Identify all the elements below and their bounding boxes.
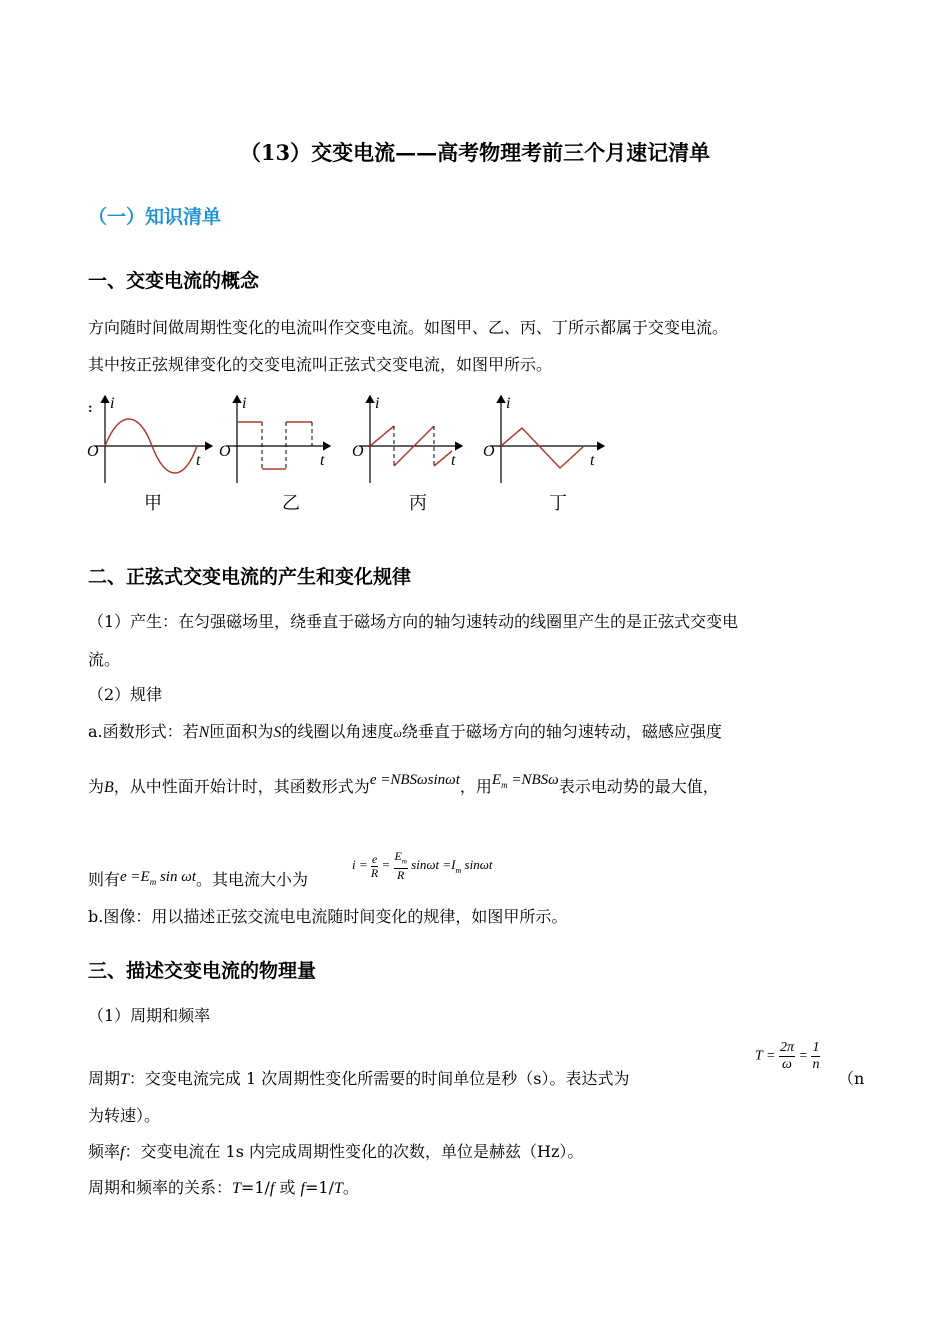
current-formula: i = $\frac{e}{R}$ = $\frac{E_m}{R}$ $\sin\omega t =I_m$ sinωt (352, 849, 493, 883)
axis-t-label: t (196, 452, 201, 469)
period-paragraph: 周期T：交变电流完成 1 次周期性变化所需要的时间单位是秒（s）。表达式为 (88, 1069, 630, 1088)
paragraph-line: 其中按正弦规律变化的交变电流叫正弦式交变电流，如图甲所示。 (88, 355, 553, 374)
paragraph-line: 流。 (88, 650, 121, 669)
figure-ding (483, 395, 604, 513)
origin-label: O (352, 443, 364, 460)
colon-mark: : (88, 401, 93, 416)
origin-label: O (483, 443, 495, 460)
paragraph-line: 为转速）。 (88, 1106, 161, 1125)
section-label: （一）知识清单 (88, 206, 222, 228)
formula-paragraph: 为B，从中性面开始计时，其函数形式为e =NBSωsinωt，用$E_m =NBS\omega$表示电动势的最大值， (88, 772, 719, 796)
figure-bing (352, 395, 462, 513)
paragraph-line: b.图像：用以描述正弦交流电电流随时间变化的规律，如图甲所示。 (88, 907, 568, 926)
axis-i-label: i (375, 395, 380, 412)
axis-t-label: t (320, 452, 325, 469)
axis-i-label: i (242, 395, 247, 412)
heading-generation: 二、正弦式交变电流的产生和变化规律 (88, 566, 412, 588)
axis-i-label: i (110, 395, 115, 412)
waveform-figures (84, 388, 624, 520)
figure-yi (219, 395, 330, 513)
caption-jia: 甲 (144, 493, 162, 513)
relation-paragraph: 周期和频率的关系：T=1/f 或 f=1/T。 (88, 1178, 359, 1197)
heading-concept: 一、交变电流的概念 (88, 270, 260, 292)
axis-t-label: t (451, 452, 456, 469)
paragraph-line: （1）产生：在匀强磁场里，绕垂直于磁场方向的轴匀速转动的线圈里产生的是正弦式交变电 (88, 612, 739, 631)
formula-paragraph: a.函数形式：若N匝面积为S的线圈以角速度ω绕垂直于磁场方向的轴匀速转动，磁感应强度 (88, 722, 722, 741)
paragraph-line: （2）规律 (88, 685, 163, 704)
heading-quantities: 三、描述交变电流的物理量 (88, 960, 317, 982)
origin-label: O (87, 443, 99, 460)
period-end: （n (838, 1069, 865, 1088)
axis-i-label: i (506, 395, 511, 412)
paragraph-line: （1）周期和频率 (88, 1006, 211, 1025)
axis-t-label: t (590, 452, 595, 469)
page-title: （13）交变电流——高考物理考前三个月速记清单 (239, 140, 711, 165)
origin-label: O (219, 443, 231, 460)
triangle-wave (501, 428, 584, 468)
caption-bing: 丙 (409, 493, 427, 513)
frequency-paragraph: 频率f：交变电流在 1s 内完成周期性变化的次数，单位是赫兹（Hz）。 (88, 1142, 584, 1161)
period-formula: T = $\frac{2\pi}{\omega}$ = $\frac{1}{n}$ (755, 1040, 820, 1072)
caption-yi: 乙 (282, 493, 300, 513)
paragraph-line: 方向随时间做周期性变化的电流叫作交变电流。如图甲、乙、丙、丁所示都属于交变电流。 (88, 318, 729, 337)
caption-ding: 丁 (549, 493, 567, 513)
figure-jia (87, 395, 212, 513)
formula-paragraph: 则有$e =E_m$ sin ωt。其电流大小为 (88, 869, 308, 889)
